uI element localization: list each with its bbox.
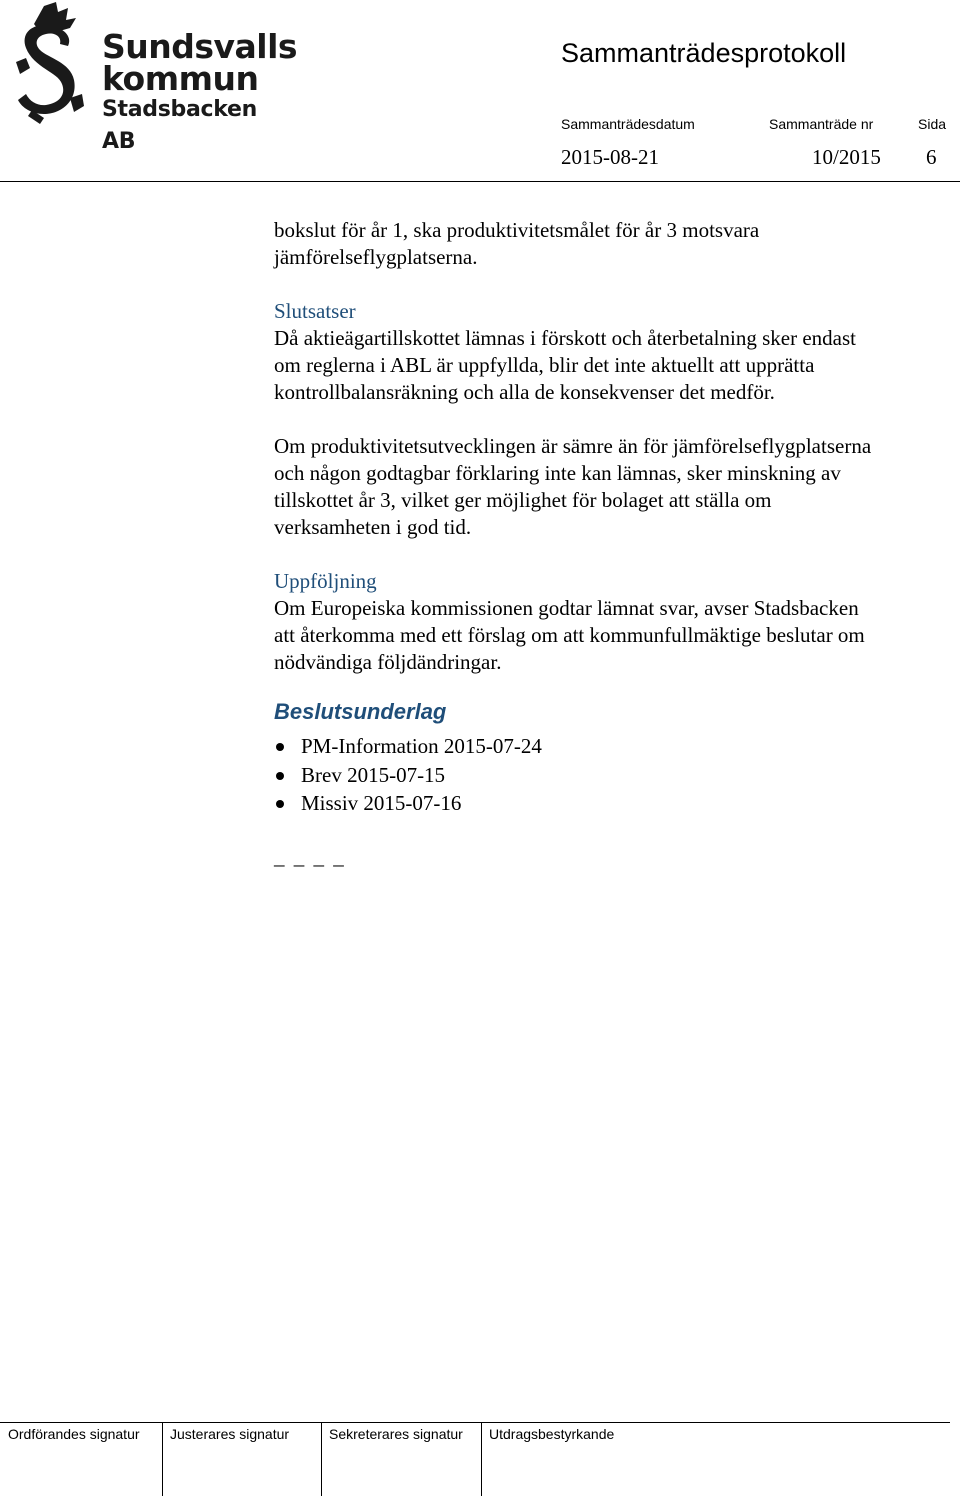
document-title: Sammanträdesprotokoll	[561, 38, 847, 68]
signature-label: Sekreterares signatur	[329, 1426, 463, 1442]
signature-cell-utdrag	[481, 1422, 950, 1496]
heading-uppfoljning: Uppföljning	[274, 569, 377, 593]
signature-table	[0, 1420, 950, 1496]
logo-line-kommun: kommun	[102, 59, 259, 98]
list-item-text: PM-Information 2015-07-24	[301, 734, 542, 758]
signature-label: Utdragsbestyrkande	[489, 1426, 615, 1442]
list-item	[274, 761, 950, 790]
signature-label: Ordförandes signatur	[8, 1426, 140, 1442]
signature-cell-justerare	[162, 1422, 321, 1496]
signature-cell-sekreterare	[321, 1422, 481, 1496]
signature-cell-ordforande	[0, 1422, 162, 1496]
paragraph-line: verksamheten i god tid.	[274, 515, 472, 539]
sundsvalls-kommun-logo	[10, 2, 298, 154]
bullet-icon	[276, 772, 284, 780]
uppfoljning-line: Om Europeiska kommissionen godtar lämnat svar, avser Stadsbacken	[274, 596, 859, 620]
page-label: Sida	[918, 116, 947, 132]
end-mark: _ _ _ _	[274, 844, 346, 869]
heading-beslutsunderlag: Beslutsunderlag	[274, 699, 447, 724]
list-item	[274, 732, 950, 761]
logo-wordmark	[102, 27, 298, 158]
beslutsunderlag-list	[274, 732, 950, 818]
page-number-value: 6	[926, 145, 937, 169]
meeting-number-value: 10/2015	[812, 145, 881, 169]
slutsatser-line: Då aktieägartillskottet lämnas i förskott och återbetalning sker endast	[274, 326, 856, 350]
header-divider	[0, 181, 960, 182]
meeting-number-label: Sammanträde nr	[769, 116, 874, 132]
paragraph-line: och någon godtagbar förklaring inte kan lämnas, sker minskning av	[274, 461, 841, 485]
paragraph-line: Om produktivitetsutvecklingen är sämre än för jämförelseflygplatserna	[274, 434, 872, 458]
dragon-s-emblem-icon	[10, 2, 90, 124]
bullet-icon	[276, 800, 284, 808]
list-item	[274, 789, 950, 818]
slutsatser-line: kontrollbalansräkning och alla de konsekvenser det medför.	[274, 380, 775, 404]
list-item-text: Missiv 2015-07-16	[301, 791, 462, 815]
slutsatser-line: om reglerna i ABL är uppfyllda, blir det inte aktuellt att upprätta	[274, 353, 815, 377]
intro-line: bokslut för år 1, ska produktivitetsmålet för år 3 motsvara	[274, 218, 760, 242]
heading-slutsatser: Slutsatser	[274, 299, 356, 323]
signature-label: Justerares signatur	[170, 1426, 290, 1442]
intro-line: jämförelseflygplatserna.	[274, 245, 478, 269]
meeting-date-label: Sammanträdesdatum	[561, 116, 695, 132]
list-item-text: Brev 2015-07-15	[301, 762, 446, 787]
uppfoljning-line: att återkomma med ett förslag om att kommunfullmäktige beslutar om	[274, 623, 865, 647]
bullet-icon	[276, 743, 284, 751]
logo-line-sundsvalls: Sundsvalls	[102, 27, 298, 66]
document-body	[274, 217, 950, 871]
logo-line-stadsbacken: Stadsbacken AB	[102, 97, 258, 154]
meeting-date-value: 2015-08-21	[561, 145, 659, 169]
uppfoljning-line: nödvändiga följdändringar.	[274, 650, 502, 674]
paragraph-line: tillskottet år 3, vilket ger möjlighet för bolaget att ställa om	[274, 488, 772, 512]
